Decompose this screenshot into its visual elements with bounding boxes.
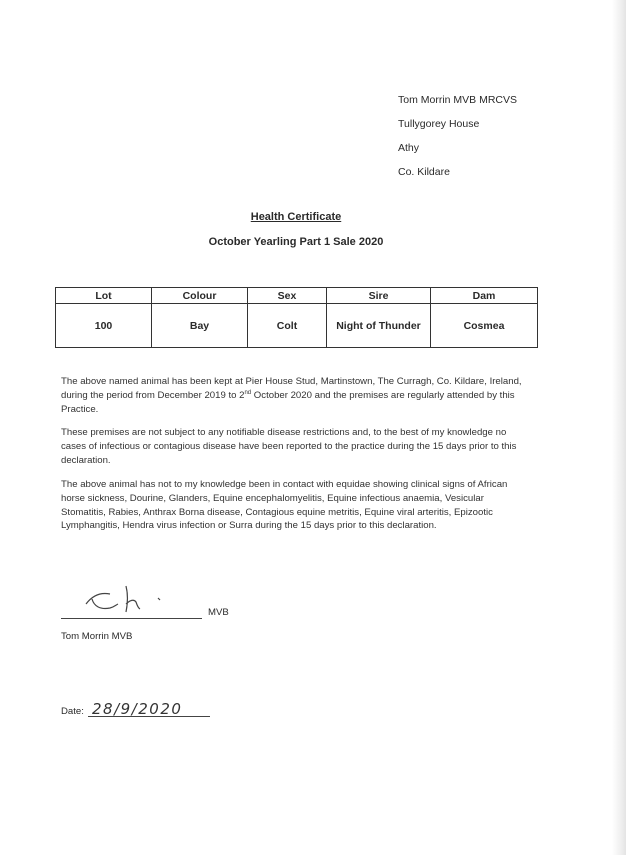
cell-colour: Bay (152, 304, 248, 348)
certificate-title: Health Certificate (250, 211, 342, 223)
paragraph-disease-restrictions: These premises are not subject to any notifiable disease restrictions and, to the best of my knowledge no cases of infectious or contagious disease have been reported to the practice during the 15 days prior to this declaration. (61, 427, 517, 466)
date-line (88, 716, 210, 717)
address-line-2: Athy (398, 142, 420, 154)
cell-sire: Night of Thunder (327, 304, 431, 348)
cell-lot: 100 (56, 304, 152, 348)
paragraph-premises-kept (61, 375, 531, 416)
header-sire: Sire (327, 288, 431, 304)
paragraph-1-text-end: October 2020 and the premises are regularly attended by this Practice. (61, 389, 515, 415)
address-block (398, 88, 517, 184)
cell-sex: Colt (248, 304, 327, 348)
signer-name: Tom Morrin MVB (61, 631, 133, 642)
paragraph-equidae-contact: The above animal has not to my knowledge been in contact with equidae showing clinical signs of African horse sickness, Dourine, Glanders, Equine encephalomyelitis, Equine infectious anaemia, Vesicular Stomatitis, Rabies, Anthrax Borna disease, Contagious equine metritis, Equine viral arteritis, Epizootic Lymphangitis, Hendra virus infection or Surra during the 15 days prior to this declaration. (61, 479, 508, 532)
handwritten-date-text: 28/9/2020 (92, 700, 183, 718)
paragraph-1-superscript: nd (244, 389, 252, 396)
cell-dam: Cosmea (431, 304, 538, 348)
lot-table (55, 287, 538, 348)
address-name: Tom Morrin MVB MRCVS (398, 94, 518, 106)
signature-line (61, 618, 202, 619)
handwritten-signature (84, 582, 184, 616)
address-line-1: Tullygorey House (398, 118, 480, 130)
header-lot: Lot (56, 288, 152, 304)
address-line-3: Co. Kildare (398, 166, 450, 178)
certificate-subtitle: October Yearling Part 1 Sale 2020 (208, 236, 384, 248)
header-dam: Dam (431, 288, 538, 304)
table-row (56, 304, 538, 348)
signature-suffix: MVB (208, 607, 229, 618)
page-edge-shadow (612, 0, 626, 855)
header-colour: Colour (152, 288, 248, 304)
table-header-row (56, 288, 538, 304)
header-sex: Sex (248, 288, 327, 304)
date-label: Date: (61, 706, 84, 717)
paragraph-1-text: The above named animal has been kept at Pier House Stud, Martinstown, The Curragh, Co. Kildare, Ireland, during the period from December 2019 to 2 (61, 376, 522, 401)
